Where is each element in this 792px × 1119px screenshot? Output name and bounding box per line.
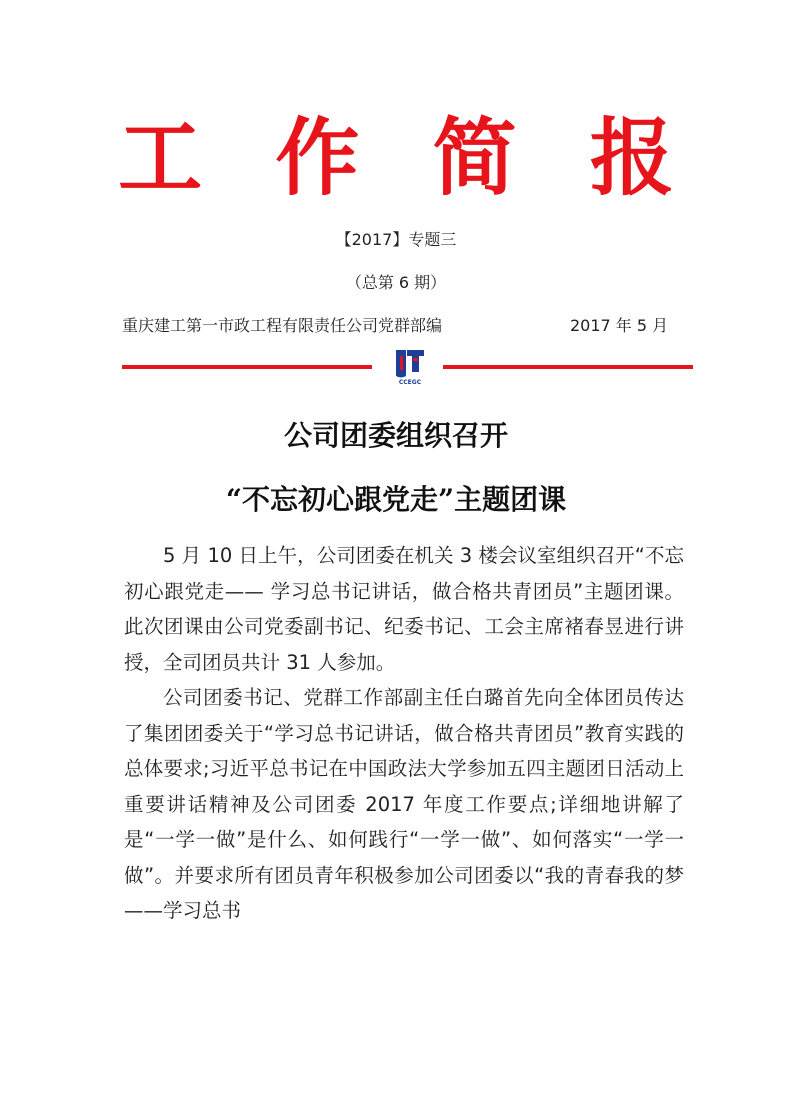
paragraph: 5 月 10 日上午，公司团委在机关 3 楼会议室组织召开“不忘初心跟党走—— 学习总书记讲话，做合格共青团员”主题团课。此次团课由公司党委副书记、纪委书记、工会主席褚春昱进行讲授，全司团员共计 31 人参加。 [124,544,684,674]
divider-left [122,365,372,369]
article-title-line-2: “不忘初心跟党走”主题团课 [225,483,567,516]
issue-total: （总第 6 期） [345,273,447,292]
issue-number: 【2017】专题三 [335,230,457,249]
paragraph: 公司团委书记、党群工作部副主任白璐首先向全体团员传达了集团团委关于“学习总书记讲话，做合格共青团员”教育实践的总体要求;习近平总书记在中国政法大学参加五四主题团日活动上重要讲话精神及公司团委 2017 年度工作要点;详细地讲解了是“一学一做”是什么、如何践行“一学一做”、如何落实“一学一做”。并要求所有团员青年积极参加公司团委以“我的青春我的梦——学习总书 [124,686,684,922]
editor-line [122,315,682,337]
editor-date: 2017 年 5 月 [570,316,669,335]
divider-right [443,365,693,369]
cceg-logo-icon [392,346,428,386]
logo-caption: CCEGC [398,379,422,386]
article-body [124,538,684,929]
article-title-line-1: 公司团委组织召开 [283,419,508,452]
editor-org: 重庆建工第一市政工程有限责任公司党群部编 [122,316,443,335]
masthead-title: 工 作 简 报 [118,108,696,207]
